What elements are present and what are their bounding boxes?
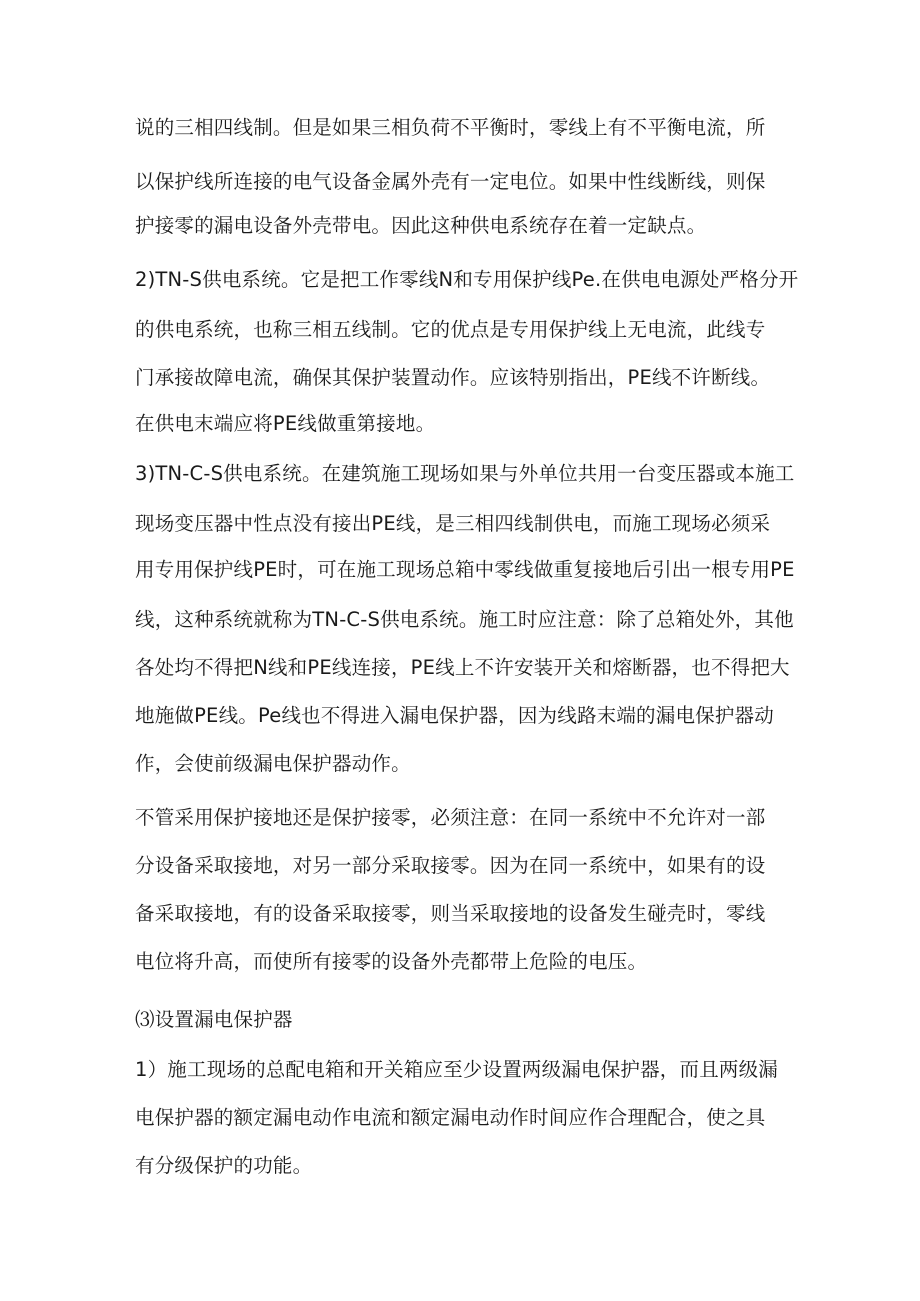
text-line: 地施做PE线。Pe线也不得进入漏电保护器，因为线路末端的漏电保护器动 bbox=[135, 704, 774, 727]
text-line: 有分级保护的功能。 bbox=[135, 1154, 313, 1177]
text-line: 在供电末端应将PE线做重第接地。 bbox=[135, 412, 436, 435]
text-line: 2)TN-S供电系统。它是把工作零线N和专用保护线Pe.在供电电源处严格分开 bbox=[135, 268, 799, 291]
text-line: 分设备采取接地，对另一部分采取接零。因为在同一系统中，如果有的设 bbox=[135, 854, 766, 877]
text-line: 的供电系统，也称三相五线制。它的优点是专用保护线上无电流，此线专 bbox=[135, 318, 766, 341]
text-line: 说的三相四线制。但是如果三相负荷不平衡时，零线上有不平衡电流，所 bbox=[135, 116, 766, 139]
text-line: 现场变压器中性点没有接出PE线，是三相四线制供电，而施工现场必须采 bbox=[135, 512, 771, 535]
text-line: 护接零的漏电设备外壳带电。因此这种供电系统存在着一定缺点。 bbox=[135, 214, 707, 237]
text-line: 各处均不得把N线和PE线连接，PE线上不许安装开关和熔断器，也不得把大 bbox=[135, 656, 790, 679]
text-line: 电位将升高，而使所有接零的设备外壳都带上危险的电压。 bbox=[135, 950, 648, 973]
text-line: 1）施工现场的总配电箱和开关箱应至少设置两级漏电保护器，而且两级漏 bbox=[135, 1058, 779, 1081]
text-line: 3)TN-C-S供电系统。在建筑施工现场如果与外单位共用一台变压器或本施工 bbox=[135, 462, 795, 485]
text-line: 门承接故障电流，确保其保护装置动作。应该特别指出，PE线不许断线。 bbox=[135, 366, 771, 389]
text-line: 作，会使前级漏电保护器动作。 bbox=[135, 752, 411, 775]
text-line: 电保护器的额定漏电动作电流和额定漏电动作时间应作合理配合，使之具 bbox=[135, 1106, 766, 1129]
section-heading: ⑶设置漏电保护器 bbox=[135, 1008, 293, 1031]
text-line: 用专用保护线PE时，可在施工现场总箱中零线做重复接地后引出一根专用PE bbox=[135, 558, 795, 581]
text-line: 备采取接地，有的设备采取接零，则当采取接地的设备发生碰壳时，零线 bbox=[135, 902, 766, 925]
text-line: 以保护线所连接的电气设备金属外壳有一定电位。如果中性线断线，则保 bbox=[135, 170, 766, 193]
text-line: 线，这种系统就称为TN-C-S供电系统。施工时应注意：除了总箱处外，其他 bbox=[135, 608, 794, 631]
text-line: 不管采用保护接地还是保护接零，必须注意：在同一系统中不允许对一部 bbox=[135, 806, 766, 829]
